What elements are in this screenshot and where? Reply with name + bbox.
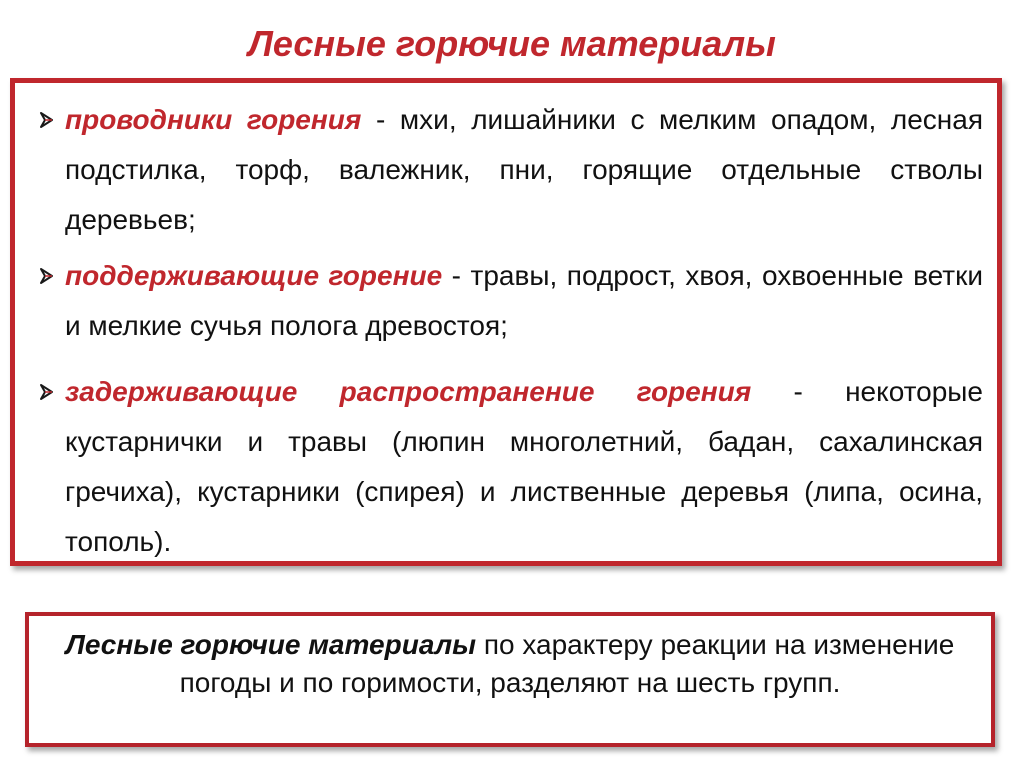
- summary-note: [39, 626, 981, 702]
- item-description: - некоторые кустарнички и травы (люпин многолетний, бадан, сахалинская гречиха), кустарники (спирея) и лиственные деревья (липа, осина, тополь).: [65, 376, 984, 557]
- note-description: по характеру реакции на изменение погоды и по горимости, разделяют на шесть групп.: [179, 629, 955, 698]
- list-item: [33, 367, 983, 567]
- arrow-bullet-icon: [33, 251, 63, 301]
- arrow-bullet-icon: [33, 95, 63, 145]
- item-term: задерживающие распространение горения: [65, 376, 752, 407]
- definitions-box: [10, 78, 1002, 566]
- slide-title: Лесные горючие материалы: [248, 23, 776, 64]
- note-term: Лесные горючие материалы: [65, 629, 477, 660]
- arrow-bullet-icon: [33, 367, 63, 417]
- item-description: - мхи, лишайники с мелким опадом, лесная подстилка, торф, валежник, пни, горящие отдельные стволы деревьев;: [65, 104, 983, 235]
- item-term: поддерживающие горение: [65, 260, 443, 291]
- list-item: [33, 251, 983, 351]
- item-term: проводники горения: [65, 104, 362, 135]
- item-description: - травы, подрост, хвоя, охвоенные ветки и мелкие сучья полога древостоя;: [65, 260, 983, 341]
- summary-note-box: [25, 612, 995, 747]
- list-item: [33, 95, 983, 245]
